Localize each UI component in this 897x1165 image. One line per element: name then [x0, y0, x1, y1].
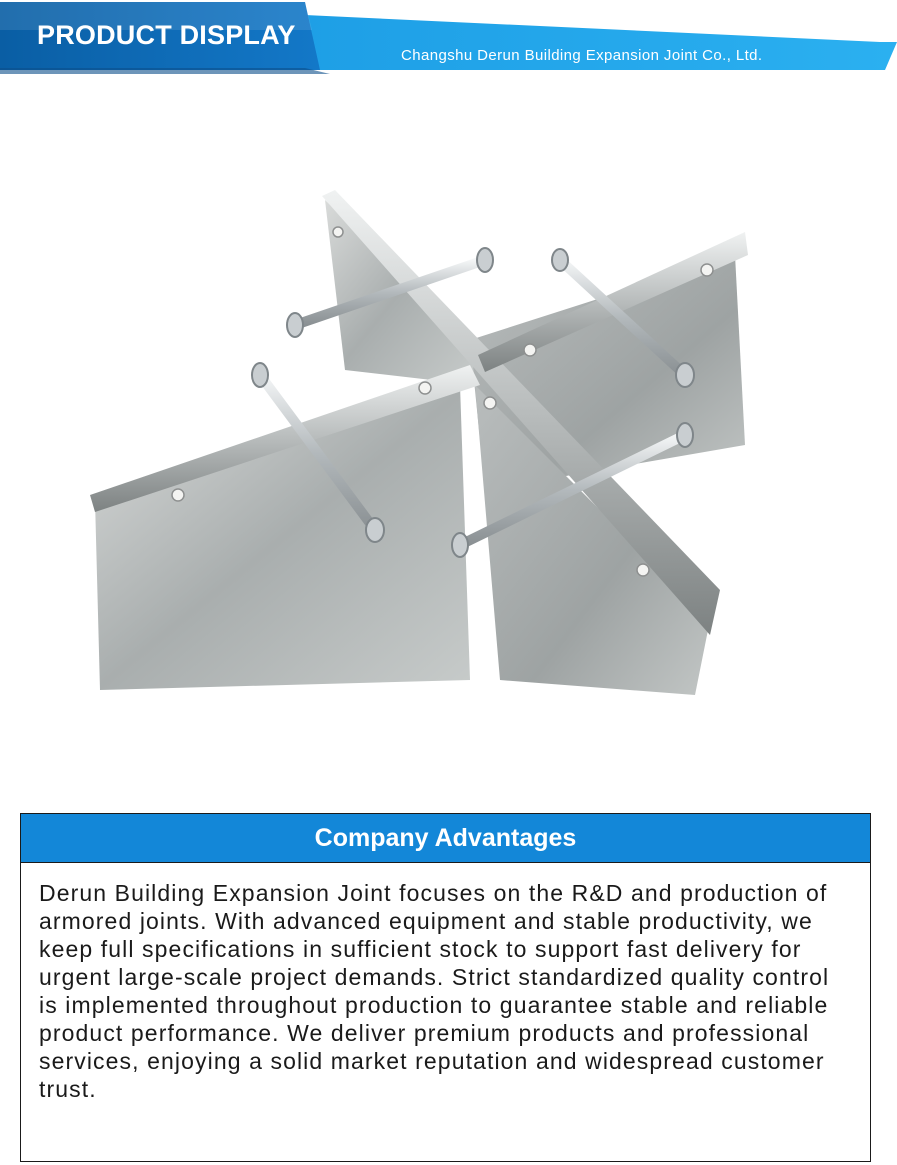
company-advantages-panel	[20, 813, 871, 1162]
advantages-heading: Company Advantages	[21, 814, 870, 863]
page-title: PRODUCT DISPLAY	[37, 20, 296, 50]
expansion-joint-illustration	[30, 160, 860, 715]
header-banner	[0, 0, 897, 75]
company-name: Changshu Derun Building Expansion Joint Co., Ltd.	[401, 47, 763, 64]
advantages-text: Derun Building Expansion Joint focuses on the R&D and production of armored joints. With advanced equipment and stable productivity, we keep full specifications in sufficient stock to support fast delivery for urgent large-scale project demands. Strict standardized quality control is implemented throughout production to guarantee stable and reliable product performance. We deliver premium products and professional services, enjoying a solid market reputation and widespread customer trust.	[39, 880, 830, 1102]
product-photo	[30, 160, 860, 715]
